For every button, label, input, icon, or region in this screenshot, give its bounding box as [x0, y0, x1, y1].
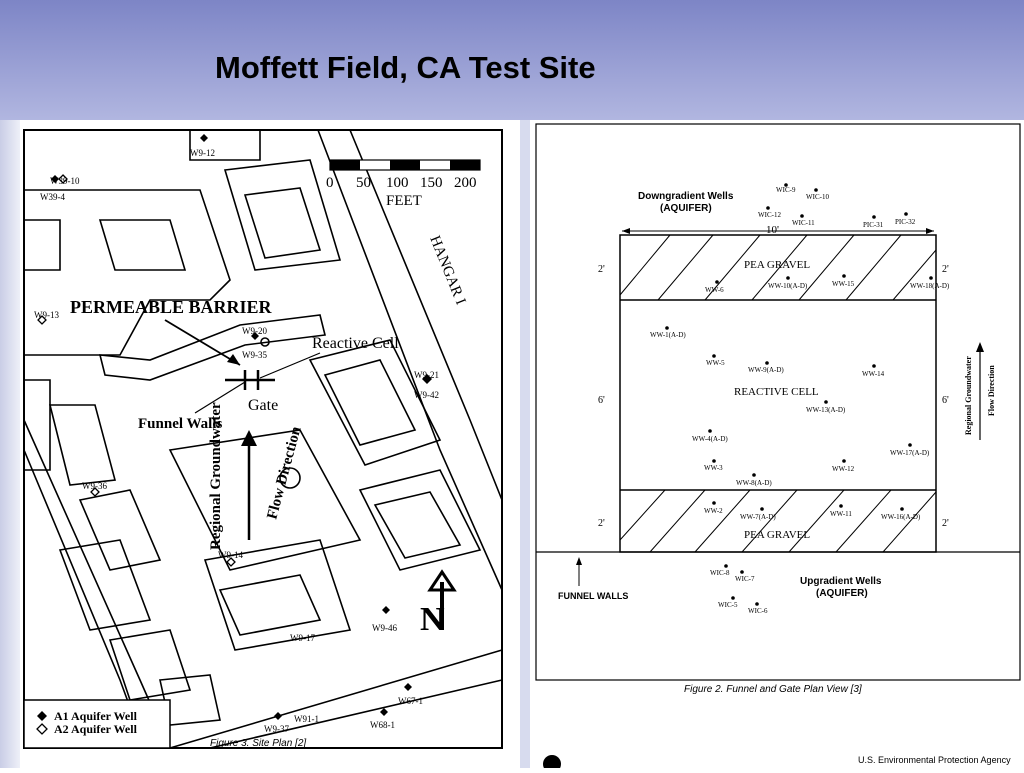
site-plan-frame [24, 130, 502, 748]
plan-well-points [650, 183, 950, 615]
well-label: WW-1(A-D) [650, 331, 686, 339]
funnel-gate-plan-view [530, 120, 1024, 768]
side-label-flow: Flow Direction [987, 365, 996, 416]
well-marker [274, 712, 282, 720]
upgradient-label-line1: Upgradient Wells [800, 576, 882, 587]
well-label: WW-12 [832, 465, 855, 473]
building-n2-inner [245, 188, 320, 258]
road-edge-5 [170, 650, 502, 748]
panel-divider [520, 120, 530, 768]
map-outlines [24, 130, 502, 748]
scale-tick-50: 50 [356, 175, 371, 191]
well-label: WIC-10 [806, 193, 829, 201]
north-arrow-icon [420, 572, 454, 638]
well-label: WIC-6 [748, 607, 768, 615]
scale-tick-100: 100 [386, 175, 409, 191]
well-label: W9-42 [414, 390, 439, 400]
site-plan-map [20, 120, 520, 768]
well-label: W68-1 [370, 720, 395, 730]
dim-top-left: 2' [598, 264, 605, 275]
upgradient-label-line2: (AQUIFER) [816, 588, 868, 599]
slide-title: Moffett Field, CA Test Site [215, 50, 596, 85]
building-sw1 [60, 540, 150, 630]
well-label: WW-3 [704, 464, 723, 472]
building-e-inner [375, 492, 460, 558]
dim-mid-right: 6' [942, 395, 949, 406]
dim-top-right: 2' [942, 264, 949, 275]
well-label: WIC-12 [758, 211, 781, 219]
well-label: W9-13 [34, 310, 59, 320]
pea-gravel-top-label: PEA GRAVEL [744, 259, 811, 271]
well-label: WW-10(A-D) [768, 282, 808, 290]
well-label: W9-46 [372, 623, 397, 633]
building-c2-inner [220, 575, 320, 635]
scale-tick-150: 150 [420, 175, 443, 191]
well-label: W9-20 [242, 326, 267, 336]
building-nw-inner [100, 220, 185, 270]
well-label: WW-6 [705, 286, 724, 294]
well-label: WW-15 [832, 280, 855, 288]
well-label: WW-16(A-D) [881, 513, 921, 521]
well-label: W39-10 [50, 176, 80, 186]
legend-a2-label: A2 Aquifer Well [54, 722, 137, 736]
reactive-cell-leader [260, 353, 320, 378]
well-marker [404, 683, 412, 691]
building-n2 [225, 160, 340, 270]
building-w2 [50, 405, 115, 485]
scale-unit: FEET [386, 193, 422, 209]
reactive-cell-label: REACTIVE CELL [734, 386, 819, 398]
plan-view-caption: Figure 2. Funnel and Gate Plan View [3] [684, 684, 862, 695]
barrier-arrow [165, 320, 240, 365]
flow-direction-label: Flow Direction [264, 425, 305, 522]
width-label: 10' [766, 224, 779, 236]
funnel-gate-symbol [225, 370, 275, 390]
funnel-walls-label: FUNNEL WALLS [558, 591, 629, 601]
pea-gravel-bottom-hatch [620, 490, 936, 552]
well-label: W9-35 [242, 350, 267, 360]
well-label: WW-5 [706, 359, 725, 367]
permeable-barrier-label: PERMEABLE BARRIER [70, 297, 272, 317]
side-label-groundwater: Regional Groundwater [964, 356, 973, 435]
well-label: WW-11 [830, 510, 852, 518]
building-reactive-inner [325, 360, 415, 445]
site-plan-caption: Figure 3. Site Plan [2] [210, 738, 307, 749]
scale-tick-200: 200 [454, 175, 477, 191]
well-label: WW-14 [862, 370, 885, 378]
well-label: W39-4 [40, 192, 65, 202]
well-label: W67-1 [398, 696, 423, 706]
epa-logo-icon [543, 755, 561, 768]
well-label: W9-37 [264, 724, 289, 734]
well-label: WW-18(A-D) [910, 282, 950, 290]
well-marker [200, 134, 208, 142]
dim-mid-left: 6' [598, 395, 605, 406]
plan-view-figure [530, 120, 1024, 768]
pea-gravel-bottom-label: PEA GRAVEL [744, 529, 811, 541]
building-reactive [310, 340, 440, 465]
well-label: PIC-31 [863, 221, 884, 229]
north-symbol: N [420, 601, 445, 638]
well-label: WW-13(A-D) [806, 406, 846, 414]
downgradient-label-line1: Downgradient Wells [638, 191, 734, 202]
reactive-cell-label: Reactive Cell [312, 335, 399, 352]
scale-bar [326, 160, 480, 209]
building-w [24, 220, 60, 270]
well-label: WIC-7 [735, 575, 755, 583]
well-label: WIC-5 [718, 601, 738, 609]
epa-footer-text: U.S. Environmental Protection Agency [858, 755, 1011, 765]
well-label: W91-1 [294, 714, 319, 724]
well-label: WW-7(A-D) [740, 513, 776, 521]
funnel-walls-label: Funnel Walls [138, 416, 223, 432]
legend-a1-label: A1 Aquifer Well [54, 709, 137, 723]
well-label: WIC-11 [792, 219, 815, 227]
site-plan-figure [20, 120, 520, 768]
well-label: PIC-32 [895, 218, 916, 226]
building-w3 [24, 380, 50, 470]
well-label: W9-17 [290, 633, 315, 643]
well-label: WW-17(A-D) [890, 449, 930, 457]
well-label: W9-36 [82, 481, 107, 491]
a2-wells [38, 175, 235, 566]
well-label: WW-8(A-D) [736, 479, 772, 487]
barrier-arrowhead [227, 354, 240, 365]
well-marker [382, 606, 390, 614]
downgradient-label-line2: (AQUIFER) [660, 203, 712, 214]
well-marker [380, 708, 388, 716]
building-w4 [80, 490, 160, 570]
dim-bot-right: 2' [942, 518, 949, 529]
dim-bot-left: 2' [598, 518, 605, 529]
site-well-labels [34, 148, 439, 734]
well-label: W9-21 [414, 370, 439, 380]
map-legend [24, 700, 170, 748]
regional-groundwater-label: Regional Groundwater [208, 402, 224, 550]
well-label: WIC-8 [710, 569, 730, 577]
well-label: WIC-9 [776, 186, 796, 194]
well-label: WW-9(A-D) [748, 366, 784, 374]
well-label: W9-14 [218, 550, 243, 560]
hangar-label: HANGAR I [426, 233, 469, 308]
well-label: W9-12 [190, 148, 215, 158]
building-nw [24, 190, 230, 355]
well-label: WW-4(A-D) [692, 435, 728, 443]
well-label: WW-2 [704, 507, 723, 515]
scale-tick-0: 0 [326, 175, 334, 191]
gate-label: Gate [248, 397, 279, 414]
